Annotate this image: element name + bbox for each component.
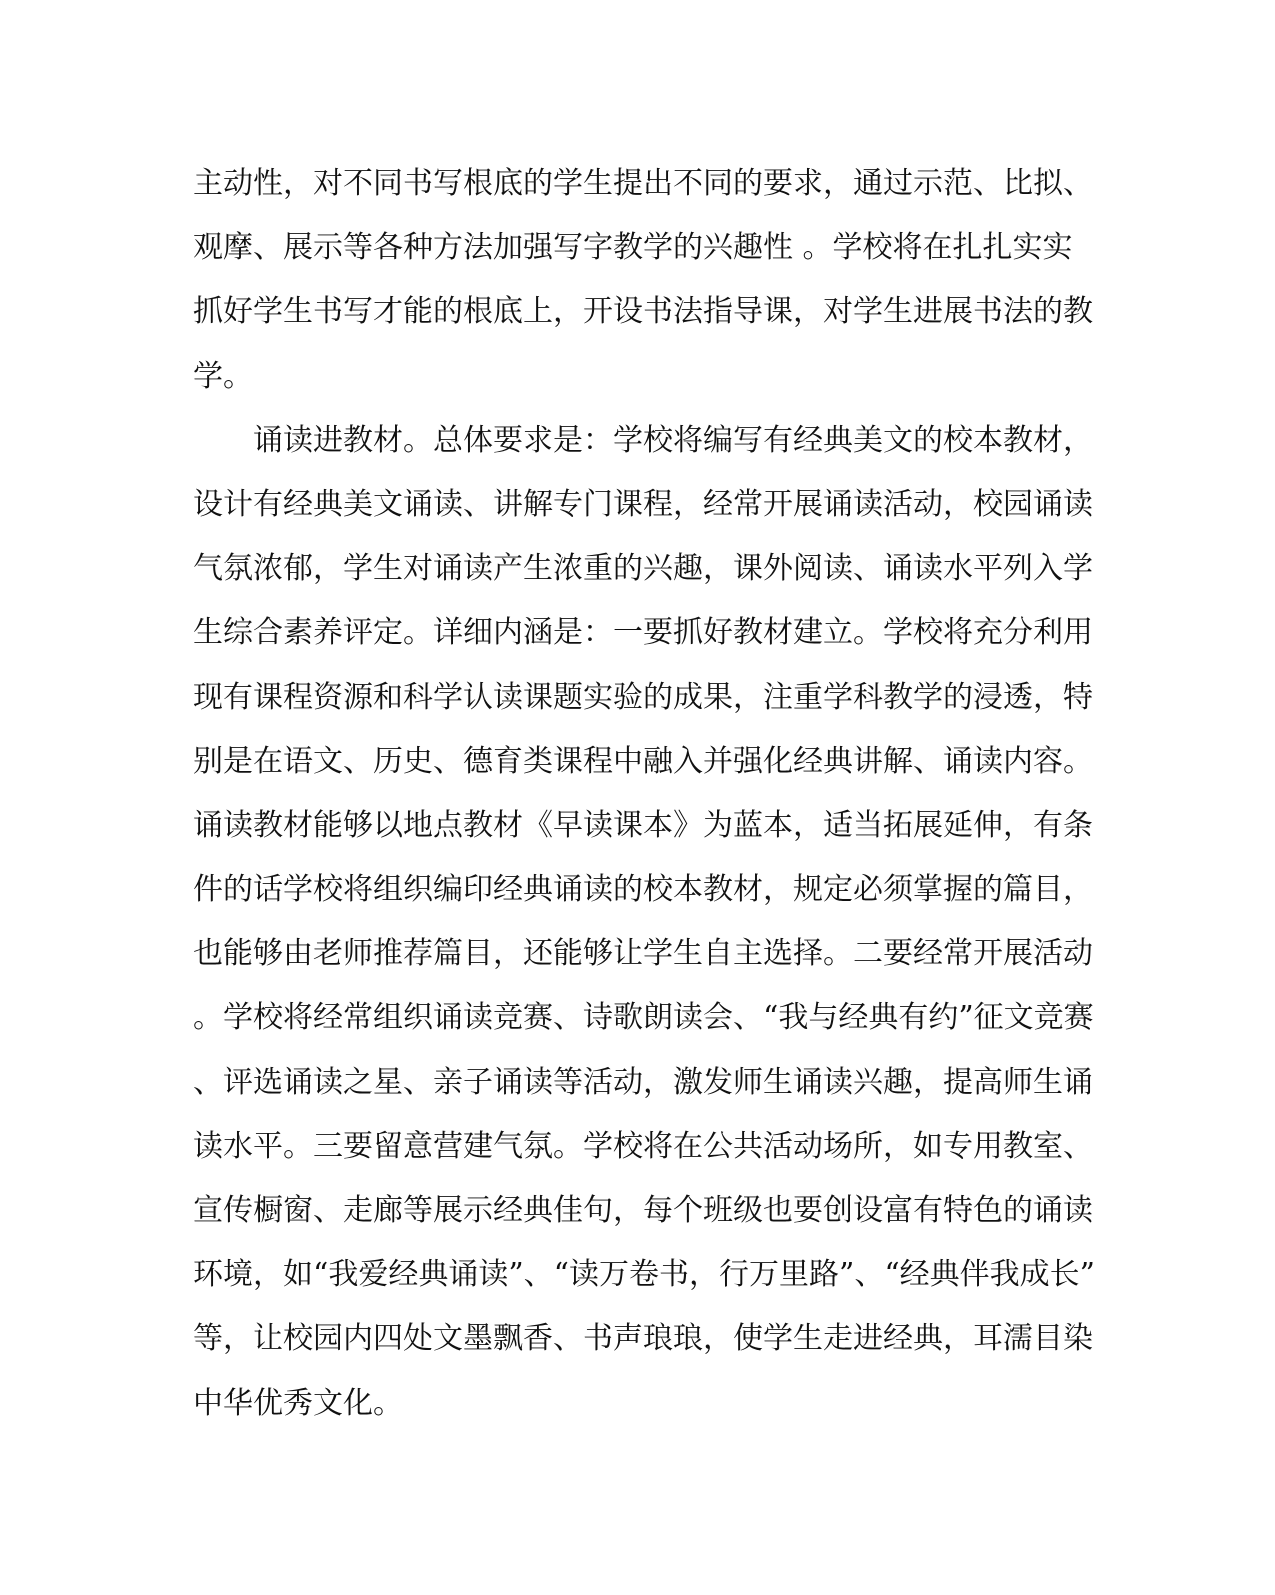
text-line: 诵读教材能够以地点教材《早读课本》为蓝本，适当拓展延伸，有条 [193,807,1093,843]
paragraph-1 [193,152,1093,409]
text-line: 别是在语文、历史、德育类课程中融入并强化经典讲解、诵读内容。 [193,743,1093,779]
text-line: 观摩、展示等各种方法加强写字教学的兴趣性 。学校将在扎扎实实 [193,230,1073,266]
text-line: 也能够由老师推荐篇目，还能够让学生自主选择。二要经常开展活动 [193,936,1093,972]
text-line: 环境，如“我爱经典诵读”、“读万卷书，行万里路”、“经典伴我成长” [193,1257,1096,1293]
text-line: 现有课程资源和科学认读课题实验的成果，注重学科教学的浸透，特 [193,679,1093,715]
text-line: 宣传橱窗、走廊等展示经典佳句，每个班级也要创设富有特色的诵读 [193,1193,1093,1228]
paragraph-2 [193,409,1096,1436]
text-line: 中华优秀文化。 [193,1385,403,1421]
text-line: 诵读进教材。总体要求是：学校将编写有经典美文的校本教材， [253,422,1093,458]
document-body [193,152,1096,1436]
text-line: 气氛浓郁，学生对诵读产生浓重的兴趣，课外阅读、诵读水平列入学 [193,551,1093,587]
text-line: 件的话学校将组织编印经典诵读的校本教材，规定必须掌握的篇目， [193,872,1093,908]
text-line: 设计有经典美文诵读、讲解专门课程，经常开展诵读活动，校园诵读 [193,486,1093,522]
text-line: 生综合素养评定。详细内涵是：一要抓好教材建立。学校将充分利用 [193,615,1093,651]
text-line: 读水平。三要留意营建气氛。学校将在公共活动场所，如专用教室、 [193,1128,1093,1164]
text-line: 等，让校园内四处文墨飘香、书声琅琅，使学生走进经典，耳濡目染 [193,1321,1093,1357]
text-line: 主动性，对不同书写根底的学生提出不同的要求，通过示范、比拟、 [193,166,1093,201]
text-line: 学。 [193,358,253,394]
text-line: 、评选诵读之星、亲子诵读等活动，激发师生诵读兴趣，提高师生诵 [193,1064,1093,1100]
text-line: 抓好学生书写才能的根底上，开设书法指导课，对学生进展书法的教 [193,294,1093,330]
text-line: 。学校将经常组织诵读竞赛、诗歌朗读会、“我与经典有约”征文竞赛 [193,1000,1094,1036]
